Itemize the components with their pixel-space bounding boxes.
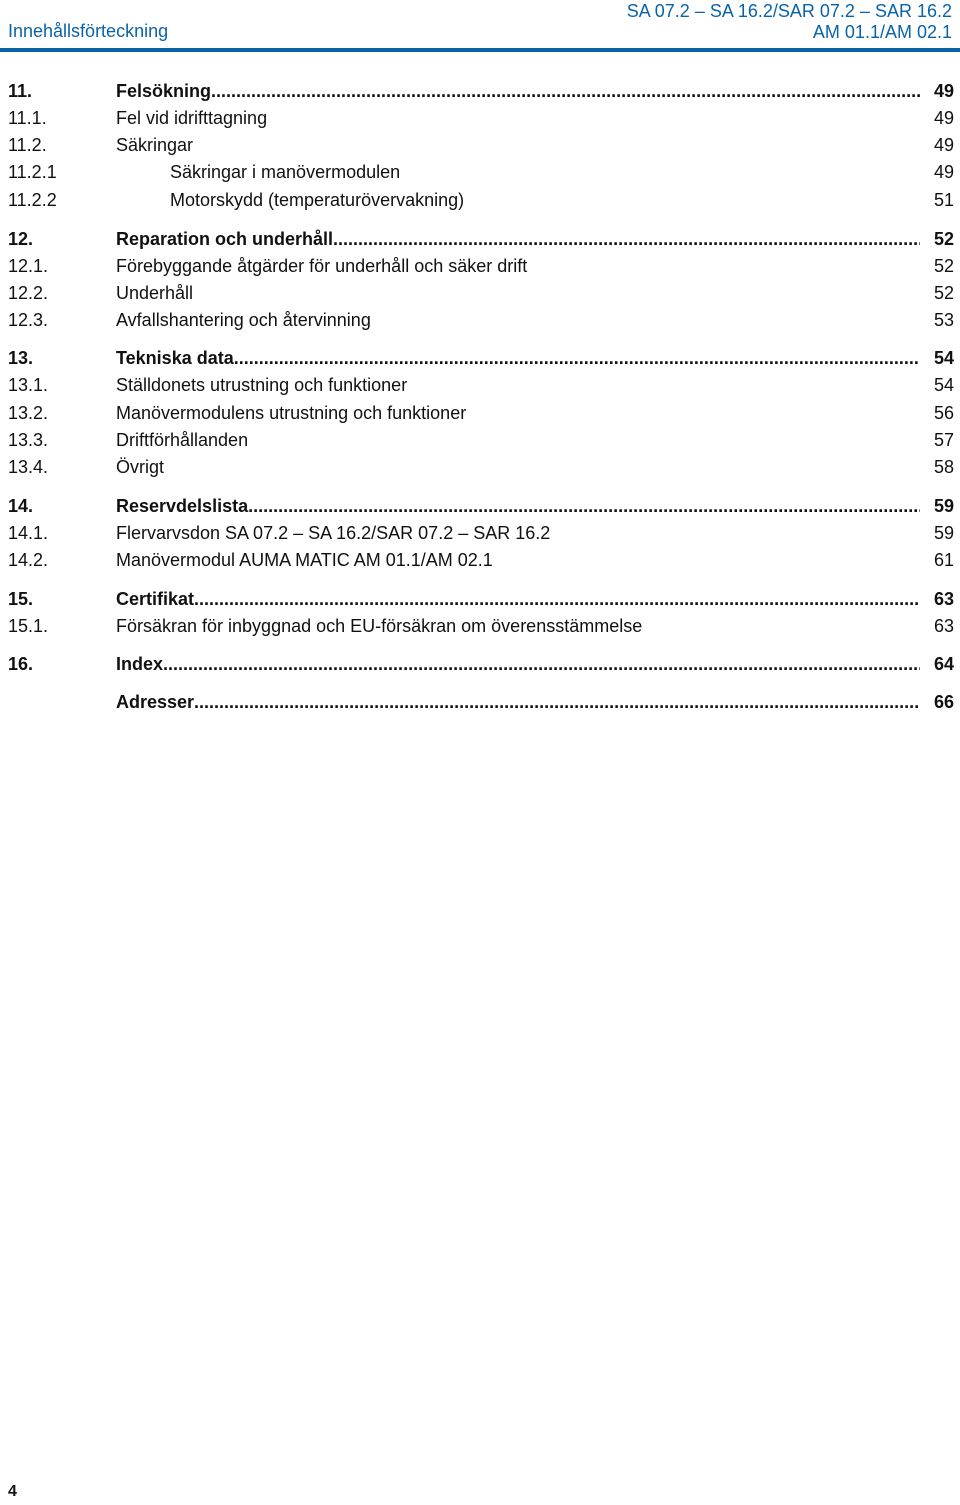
toc-entry-number: 11.1. <box>8 108 47 128</box>
toc-entry-number: 16. <box>8 654 34 674</box>
toc-entry-title: Förebyggande åtgärder för underhåll och säker drift <box>116 256 528 276</box>
toc-entry-title: Reservdelslista <box>116 496 249 516</box>
toc-entry[interactable] <box>8 613 954 640</box>
toc-entry-page: 54 <box>933 375 954 395</box>
toc-entry[interactable] <box>8 454 954 481</box>
toc-entry-title-wrap <box>116 613 954 640</box>
toc-entry-title: Fel vid idrifttagning <box>116 108 268 128</box>
toc-entry-page: 61 <box>933 550 954 570</box>
toc-entry-page: 58 <box>933 457 954 477</box>
toc-entry-leader-dots <box>248 493 920 520</box>
toc-entry-number: 13.3. <box>8 430 49 450</box>
toc-entry-page: 66 <box>933 692 954 712</box>
toc-entry-page: 54 <box>933 348 954 368</box>
toc-entry-title: Motorskydd (temperaturövervakning) <box>170 190 465 210</box>
toc-entry-page: 64 <box>933 654 954 674</box>
toc-entry[interactable] <box>8 345 954 372</box>
toc-entry-page: 52 <box>933 256 954 276</box>
toc-entry-page: 49 <box>933 135 954 155</box>
page-number: 4 <box>8 1483 17 1500</box>
toc-entry[interactable] <box>8 78 954 105</box>
toc-entry-title: Försäkran för inbyggnad och EU-försäkran om överensstämmelse <box>116 616 643 636</box>
toc-entry-title-wrap <box>116 493 954 520</box>
toc-entry-leader-dots <box>194 689 920 716</box>
toc-entry-title: Manövermodul AUMA MATIC AM 01.1/AM 02.1 <box>116 550 493 570</box>
header-section-title: Innehållsförteckning <box>8 21 169 41</box>
toc-entry-title: Certifikat <box>116 589 195 609</box>
toc-entry-title: Driftförhållanden <box>116 430 249 450</box>
toc-entry-title: Adresser <box>116 692 195 712</box>
toc-entry-title: Tekniska data <box>116 348 234 368</box>
toc-entry-title-wrap <box>116 372 954 399</box>
toc-entry-page: 63 <box>933 589 954 609</box>
toc-entry-title-wrap <box>116 454 954 481</box>
toc-entry-title-wrap <box>116 78 954 105</box>
toc-entry-page: 53 <box>933 310 954 330</box>
toc-entry-number: 12.2. <box>8 283 49 303</box>
toc-entry-page: 49 <box>933 81 954 101</box>
toc-entry-number: 11.2.1 <box>8 162 57 182</box>
toc-entry[interactable] <box>8 307 954 334</box>
toc-entry-leader-dots <box>333 226 920 253</box>
toc-entry-title-wrap <box>116 132 954 159</box>
toc-entry-leader-dots <box>234 345 920 372</box>
toc-entry[interactable] <box>8 689 954 716</box>
header-product-line1: SA 07.2 – SA 16.2/SAR 07.2 – SAR 16.2 <box>626 1 952 21</box>
toc-entry-number: 12. <box>8 229 34 249</box>
toc-entry-title: Felsökning <box>116 81 212 101</box>
toc-entry[interactable] <box>8 226 954 253</box>
toc-entry[interactable] <box>8 132 954 159</box>
toc-entry-title: Ställdonets utrustning och funktioner <box>116 375 408 395</box>
toc-entry-page: 51 <box>933 190 954 210</box>
toc-entry-title: Manövermodulens utrustning och funktioner <box>116 403 467 423</box>
toc-entry-number: 13.1. <box>8 375 49 395</box>
toc-entry-title-wrap <box>116 651 954 678</box>
toc-entry[interactable] <box>8 187 954 214</box>
toc-entry-number: 14. <box>8 496 34 516</box>
toc-entry[interactable] <box>8 280 954 307</box>
toc-entry-number: 13.2. <box>8 403 49 423</box>
toc-entry[interactable] <box>8 253 954 280</box>
toc-entry-page: 52 <box>933 229 954 249</box>
toc-entry-title-wrap <box>170 187 954 214</box>
header-rule <box>0 48 960 52</box>
header-product-line2: AM 01.1/AM 02.1 <box>812 22 952 42</box>
toc-entry-title-wrap <box>116 105 954 132</box>
toc-entry-title: Avfallshantering och återvinning <box>116 310 371 330</box>
toc-entry-leader-dots <box>163 651 920 678</box>
toc-entry-title: Underhåll <box>116 283 194 303</box>
toc-entry-title: Säkringar <box>116 135 194 155</box>
toc-entry-title: Säkringar i manövermodulen <box>170 162 401 182</box>
header-product <box>627 1 952 43</box>
toc-entry-number: 12.3. <box>8 310 49 330</box>
toc-entry-page: 59 <box>933 523 954 543</box>
toc-entry-title-wrap <box>116 427 954 454</box>
toc-entry-title-wrap <box>116 400 954 427</box>
toc-entry-leader-dots <box>211 78 920 105</box>
toc-entry[interactable] <box>8 547 954 574</box>
toc-entry-number: 11.2. <box>8 135 47 155</box>
toc-entry[interactable] <box>8 493 954 520</box>
toc-entry-page: 49 <box>933 108 954 128</box>
toc-entry[interactable] <box>8 651 954 678</box>
toc-entry-title-wrap <box>116 689 954 716</box>
toc-entry-page: 52 <box>933 283 954 303</box>
toc-entry-number: 15.1. <box>8 616 49 636</box>
toc-entry[interactable] <box>8 105 954 132</box>
toc-entry-number: 13.4. <box>8 457 49 477</box>
toc-entry-number: 13. <box>8 348 34 368</box>
toc-entry-page: 63 <box>933 616 954 636</box>
toc-entry-title: Övrigt <box>116 457 165 477</box>
toc-entry-number: 12.1. <box>8 256 49 276</box>
toc-entry-leader-dots <box>194 586 920 613</box>
toc-entry[interactable] <box>8 372 954 399</box>
toc-entry-page: 49 <box>933 162 954 182</box>
toc-entry-number: 15. <box>8 589 34 609</box>
toc-entry-page: 59 <box>933 496 954 516</box>
toc-entry-number: 14.1. <box>8 523 49 543</box>
toc-entry[interactable] <box>8 586 954 613</box>
toc-entry-title-wrap <box>116 253 954 280</box>
toc-entry[interactable] <box>8 520 954 547</box>
toc-entry-title: Flervarvsdon SA 07.2 – SA 16.2/SAR 07.2 – SAR 16.2 <box>116 523 551 543</box>
toc-entry-number: 11. <box>8 81 33 101</box>
toc-entry-title: Reparation och underhåll <box>116 229 334 249</box>
toc-entry[interactable] <box>8 159 954 186</box>
toc-entry-number: 11.2.2 <box>8 190 57 210</box>
toc-entry-number: 14.2. <box>8 550 49 570</box>
toc-entry-title-wrap <box>170 159 954 186</box>
toc-entry-page: 57 <box>933 430 954 450</box>
toc-entry-title-wrap <box>116 586 954 613</box>
toc-entry[interactable] <box>8 400 954 427</box>
toc-entry-title-wrap <box>116 520 954 547</box>
toc-entry-page: 56 <box>933 403 954 423</box>
toc-entry-title-wrap <box>116 547 954 574</box>
toc-entry-title: Index <box>116 654 164 674</box>
toc-entry-title-wrap <box>116 307 954 334</box>
toc-entry-title-wrap <box>116 280 954 307</box>
toc-entry-title-wrap <box>116 345 954 372</box>
toc-entry[interactable] <box>8 427 954 454</box>
toc-entry-title-wrap <box>116 226 954 253</box>
